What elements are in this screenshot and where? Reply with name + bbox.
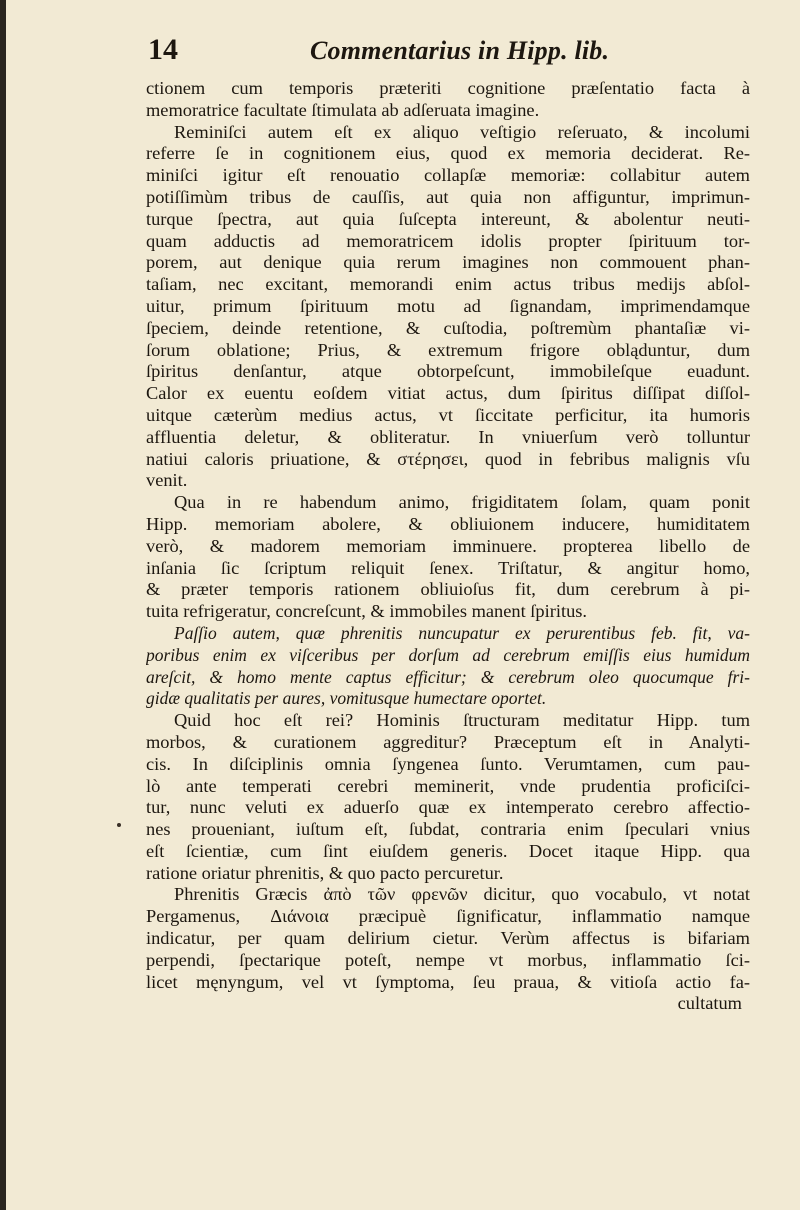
- text-line: Reminiſci autem eſt ex aliquo veſtigio reſeruato, & incolumi: [174, 121, 750, 142]
- text-line: eſt ſcientiæ, cum ſint eiuſdem generis. Docet itaque Hipp. qua: [146, 840, 750, 861]
- text-line: licet męnyngum, vel vt ſymptoma, ſeu praua, & vitioſa actio fa-: [146, 971, 750, 992]
- text-line: tuita refrigeratur, concreſcunt, & immobiles manent ſpiritus.: [146, 601, 588, 622]
- text-line: ſpiritus denſantur, atque obtorpeſcunt, immobileſque euadunt.: [146, 361, 750, 382]
- margin-mark: [117, 823, 121, 827]
- text-line: ratione oriatur phrenitis, & quo pacto percuretur.: [146, 862, 504, 883]
- text-line: Phrenitis Græcis ἀπὸ τῶν φρενῶν dicitur, quo vocabulo, vt notat: [174, 884, 750, 905]
- text-line: ſorum oblatione; Prius, & extremum frigore obląduntur, dum: [146, 339, 750, 360]
- text-line: perpendi, ſpectarique poteſt, nempe vt morbus, inflammatio ſci-: [146, 949, 750, 970]
- text-line: Qua in re habendum animo, frigiditatem ſolam, quam ponit: [174, 492, 750, 513]
- text-line: morbos, & curationem aggreditur? Præceptum eſt in Analyti-: [146, 731, 750, 752]
- text-line: venit.: [146, 470, 188, 491]
- text-line: Calor ex euentu eoſdem vitiat actus, dum ſpiritus diſſipat diſſol-: [146, 383, 750, 404]
- text-line: inſania ſic ſcriptum reliquit ſenex. Triſtatur, & angitur homo,: [146, 557, 750, 578]
- text-line: quam adductis ad memoratricem idolis propter ſpirituum tor-: [146, 230, 750, 251]
- text-line: memoratrice facultate ſtimulata ab adſeruata imagine.: [146, 99, 540, 120]
- text-line: turque ſpectra, aut quia ſuſcepta intereunt, & abolentur neuti-: [146, 208, 750, 229]
- running-head: Commentarius in Hipp. lib.: [310, 36, 610, 65]
- text-line: indicatur, per quam delirium cietur. Verùm affectus is bifariam: [146, 928, 750, 949]
- text-line: tur, nunc veluti ex aduerſo quæ ex intemperato cerebro affectio-: [146, 797, 750, 818]
- text-line: nes proueniant, iuſtum eſt, ſubdat, contraria enim ſpeculari vnius: [146, 819, 750, 840]
- text-line: uitur, primum ſpirituum motu ad ſignandam, imprimendamque: [146, 295, 750, 316]
- text-line: ſpeciem, deinde retentione, & cuſtodia, poſtremùm phantaſiæ vi-: [146, 317, 750, 338]
- body-text: [146, 78, 750, 1015]
- text-line: Quid hoc eſt rei? Hominis ſtructuram meditatur Hipp. tum: [174, 710, 750, 731]
- page-header: [148, 33, 628, 73]
- quotation-line: Paſſio autem, quæ phrenitis nuncupatur ex perurentibus feb. fit, va-: [174, 622, 750, 643]
- text-line: referre ſe in cognitionem eius, quod ex memoria deciderat. Re-: [146, 143, 750, 164]
- text-line: affluentia deletur, & obliteratur. In vniuerſum verò tolluntur: [146, 426, 750, 447]
- catchword-line: cultatum: [677, 993, 742, 1014]
- quotation-line: gidæ qualitatis per aures, vomitusque humectare oportet.: [146, 688, 547, 709]
- text-line: verò, & madorem memoriam imminuere. propterea libello de: [146, 535, 750, 556]
- text-line: potiſſimùm tribus de cauſſis, aut quia non affiguntur, imprimun-: [146, 186, 750, 207]
- text-line: cis. In diſciplinis omnia ſyngenea ſunto. Verumtamen, cum pau-: [146, 753, 750, 774]
- text-line: miniſci igitur eſt renouatio collapſæ memoriæ: collabitur autem: [146, 165, 750, 186]
- text-line: Pergamenus, Διάνοια præcipuè ſignificatur, inflammatio namque: [146, 906, 750, 927]
- quotation-line: areſcit, & homo mente captus efficitur; & cerebrum oleo quocumque fri-: [146, 666, 750, 687]
- text-line: ctionem cum temporis præteriti cognitione præſentatio facta à: [146, 78, 750, 98]
- text-line: Hipp. memoriam abolere, & obliuionem inducere, humiditatem: [146, 513, 750, 534]
- text-line: natiui caloris priuatione, & στέρησει, quod in febribus malignis vſu: [146, 448, 750, 469]
- text-line: porem, aut denique quia rerum imagines non commouent phan-: [146, 252, 750, 273]
- quotation-line: poribus enim ex viſceribus per dorſum ad cerebrum emiſſis eius humidum: [146, 644, 750, 665]
- text-line: lò ante temperati cerebri meminerit, vnde prudentia proficiſci-: [146, 775, 750, 796]
- text-line: & præter temporis rationem obliuioſus fit, dum cerebrum à pi-: [146, 579, 750, 600]
- page-number: 14: [148, 33, 178, 66]
- text-line: taſiam, nec excitant, memorandi enim actus tribus medijs abſol-: [146, 274, 750, 295]
- text-line: uitque cæterùm medius actus, vt ſiccitate perficitur, ita humoris: [146, 404, 750, 425]
